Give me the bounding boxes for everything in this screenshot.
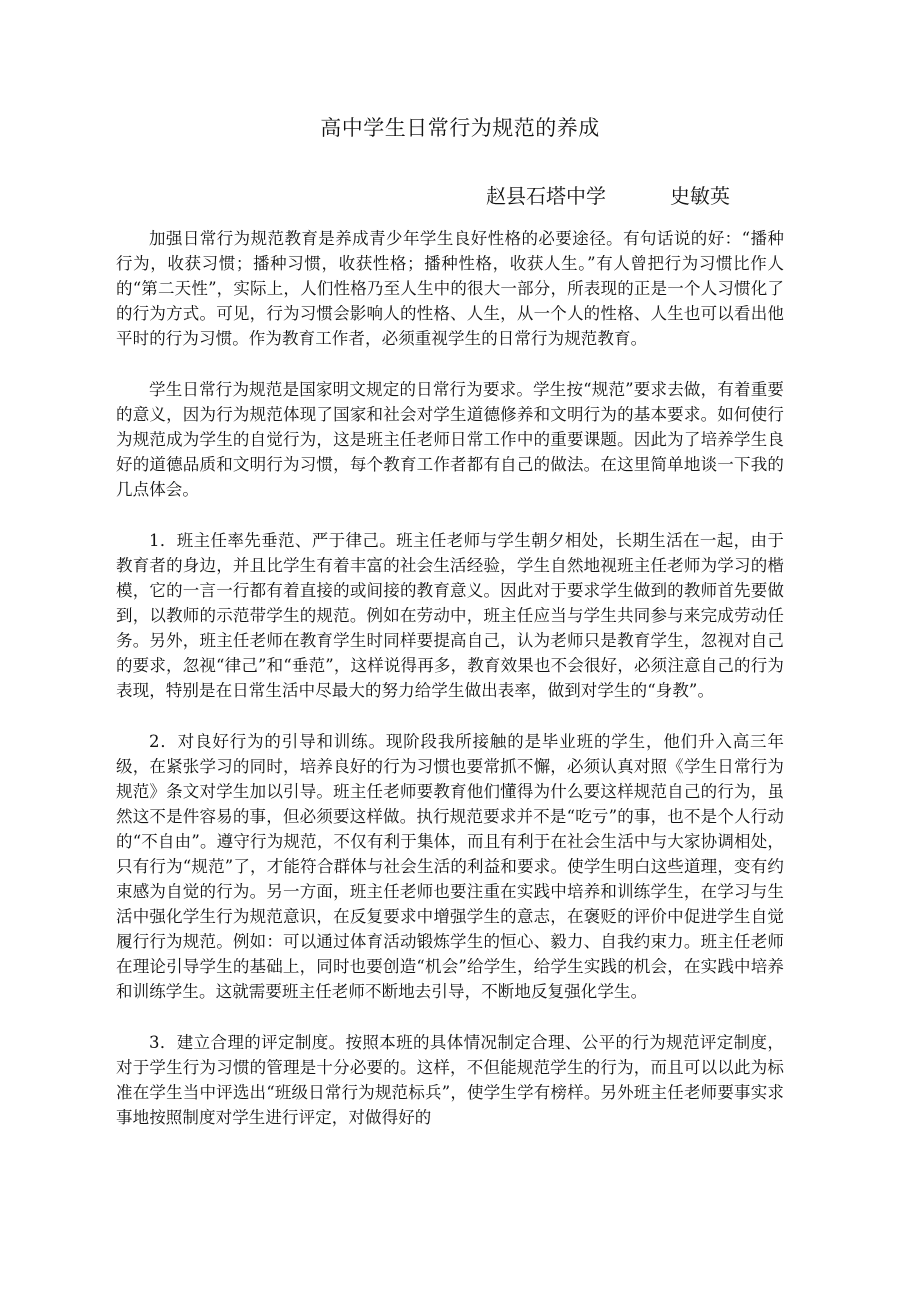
school-name: 赵县石塔中学 <box>486 184 606 208</box>
author-name: 史敏英 <box>670 184 730 208</box>
document-title: 高中学生日常行为规范的养成 <box>320 116 600 140</box>
paragraph: 加强日常行为规范教育是养成青少年学生良好性格的必要途径。有句话说的好：“播种行为，收获习惯；播种习惯，收获性格；播种性格，收获人生。”有人曾把行为习惯比作人的“第二天性”，实际上，人们性格乃至人生中的很大一部分，所表现的正是一个人习惯化了的行为方式。可见，行为习惯会影响人的性格、人生，从一个人的性格、人生也可以看出他平时的行为习惯。作为教育工作者，必须重视学生的日常行为规范教育。 <box>116 229 784 348</box>
paragraph: 学生日常行为规范是国家明文规定的日常行为要求。学生按“规范”要求去做，有着重要的意义，因为行为规范体现了国家和社会对学生道德修养和文明行为的基本要求。如何使行为规范成为学生的自觉行为，这是班主任老师日常工作中的重要课题。因此为了培养学生良好的道德品质和文明行为习惯，每个教育工作者都有自己的做法。在这里简单地谈一下我的几点体会。 <box>116 380 784 499</box>
paragraph: 1．班主任率先垂范、严于律己。班主任老师与学生朝夕相处，长期生活在一起，由于教育者的身边，并且比学生有着丰富的社会生活经验，学生自然地视班主任老师为学习的楷模，它的一言一行都有着直接的或间接的教育意义。因此对于要求学生做到的教师首先要做到，以教师的示范带学生的规范。例如在劳动中，班主任应当与学生共同参与来完成劳动任务。另外，班主任老师在教育学生时同样要提高自己，认为老师只是教育学生，忽视对自己的要求，忽视“律己”和“垂范”，这样说得再多，教育效果也不会很好，必须注意自己的行为表现，特别是在日常生活中尽最大的努力给学生做出表率，做到对学生的“身教”。 <box>116 531 784 700</box>
paragraph: 2．对良好行为的引导和训练。现阶段我所接触的是毕业班的学生，他们升入高三年级，在紧张学习的同时，培养良好的行为习惯也要常抓不懈，必须认真对照《学生日常行为规范》条文对学生加以引导。班主任老师要教育他们懂得为什么要这样规范自己的行为，虽然这不是件容易的事，但必须要这样做。执行规范要求并不是“吃亏”的事，也不是个人行动的“不自由”。遵守行为规范，不仅有利于集体，而且有利于在社会生活中与大家协调相处，只有行为“规范”了，才能符合群体与社会生活的利益和要求。使学生明白这些道理，变有约束感为自觉的行为。另一方面，班主任老师也要注重在实践中培养和训练学生，在学习与生活中强化学生行为规范意识，在反复要求中增强学生的意志，在褒贬的评价中促进学生自觉履行行为规范。例如：可以通过体育活动锻炼学生的恒心、毅力、自我约束力。班主任老师在理论引导学生的基础上，同时也要创造“机会”给学生，给学生实践的机会，在实践中培养和训练学生。这就需要班主任老师不断地去引导，不断地反复强化学生。 <box>116 732 784 1001</box>
document-body <box>116 226 784 1156</box>
paragraph: 3．建立合理的评定制度。按照本班的具体情况制定合理、公平的行为规范评定制度，对于学生行为习惯的管理是十分必要的。这样，不但能规范学生的行为，而且可以以此为标准在学生当中评选出“班级日常行为规范标兵”，使学生学有榜样。另外班主任老师要事实求事地按照制度对学生进行评定，对做得好的 <box>116 1033 784 1127</box>
byline <box>486 180 730 209</box>
